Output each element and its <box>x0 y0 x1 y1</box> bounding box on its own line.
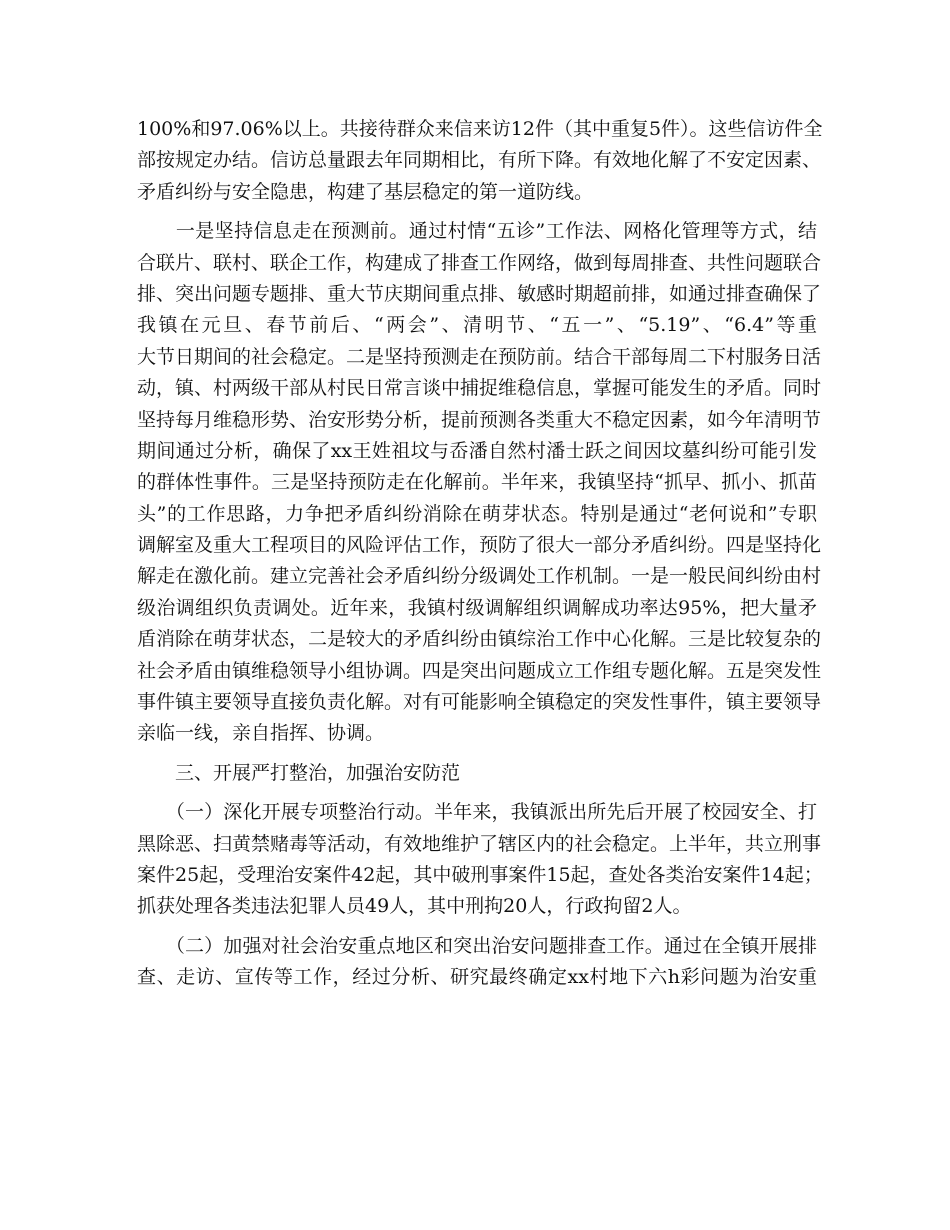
text-line: 矛盾纠纷与安全隐患，构建了基层稳定的第一道防线。 <box>137 180 594 203</box>
paragraph <box>137 216 822 750</box>
text-line: 排、突出问题专题排、重大节庆期间重点排、敏感时期超前排，如通过排查确保了 <box>137 282 822 305</box>
text-line: 级治调组织负责调处。近年来，我镇村级调解组织调解成功率达95%，把大量矛 <box>137 596 817 619</box>
paragraph-gap <box>137 789 817 797</box>
text-line: 查、走访、宣传等工作，经过分析、研究最终确定xx村地下六h彩问题为治安重 <box>137 966 817 989</box>
text-line: 的群体性事件。三是坚持预防走在化解前。半年来，我镇坚持“抓早、抓小、抓苗 <box>137 471 817 494</box>
text-line: 动，镇、村两级干部从村民日常言谈中捕捉维稳信息，掌握可能发生的矛盾。同时 <box>137 377 822 400</box>
text-line: 亲临一线，亲自指挥、协调。 <box>137 722 385 745</box>
document-body <box>137 114 823 994</box>
text-line: 100%和97.06%以上。共接待群众来信来访12件（其中重复5件）。这些信访件全 <box>137 118 823 140</box>
text-line: 案件25起，受理治安案件42起，其中破刑事案件15起，查处各类治安案件14起； <box>137 863 823 886</box>
paragraph-gap <box>137 208 817 216</box>
paragraph <box>137 114 823 208</box>
paragraph-gap <box>137 923 817 931</box>
text-line: 头”的工作思路，力争把矛盾纠纷消除在萌芽状态。特别是通过“老何说和”专职 <box>137 502 817 525</box>
text-line: 坚持每月维稳形势、治安形势分析，提前预测各类重大不稳定因素，如今年清明节 <box>137 408 822 431</box>
text-line: 一是坚持信息走在预测前。通过村情“五诊”工作法、网格化管理等方式，结 <box>137 220 817 243</box>
text-line: （一）深化开展专项整治行动。半年来，我镇派出所先后开展了校园安全、打 <box>137 801 817 824</box>
text-line: 黑除恶、扫黄禁赌毒等活动，有效地维护了辖区内的社会稳定。上半年，共立刑事 <box>137 832 822 855</box>
text-line: 解走在激化前。建立完善社会矛盾纠纷分级调处工作机制。一是一般民间纠纷由村 <box>137 565 822 588</box>
text-line: 盾消除在萌芽状态，二是较大的矛盾纠纷由镇综治工作中心化解。三是比较复杂的 <box>137 628 822 651</box>
paragraph <box>137 797 823 923</box>
text-line: 我镇在元旦、春节前后、“两会”、清明节、“五一”、“5.19”、“6.4”等重 <box>137 314 817 337</box>
text-line: 大节日期间的社会稳定。二是坚持预测走在预防前。结合干部每周二下村服务日活 <box>137 345 822 368</box>
paragraph-gap <box>137 750 817 758</box>
section-heading <box>137 758 817 789</box>
text-line: 三、开展严打整治，加强治安防范 <box>137 761 461 784</box>
text-line: 调解室及重大工程项目的风险评估工作，预防了很大一部分矛盾纠纷。四是坚持化 <box>137 534 822 557</box>
text-line: 社会矛盾由镇维稳领导小组协调。四是突出问题成立工作组专题化解。五是突发性 <box>137 659 822 682</box>
text-line: 抓获处理各类违法犯罪人员49人，其中刑拘20人，行政拘留2人。 <box>137 895 692 918</box>
text-line: 部按规定办结。信访总量跟去年同期相比，有所下降。有效地化解了不安定因素、 <box>137 149 822 172</box>
text-line: （二）加强对社会治安重点地区和突出治安问题排查工作。通过在全镇开展排 <box>137 934 817 957</box>
text-line: 事件镇主要领导直接负责化解。对有可能影响全镇稳定的突发性事件，镇主要领导 <box>137 691 822 714</box>
text-line: 合联片、联村、联企工作，构建成了排查工作网络，做到每周排查、共性问题联合 <box>137 251 822 274</box>
text-line: 期间通过分析，确保了xx王姓祖坟与岙潘自然村潘士跃之间因坟墓纠纷可能引发 <box>137 439 817 462</box>
paragraph <box>137 931 817 994</box>
